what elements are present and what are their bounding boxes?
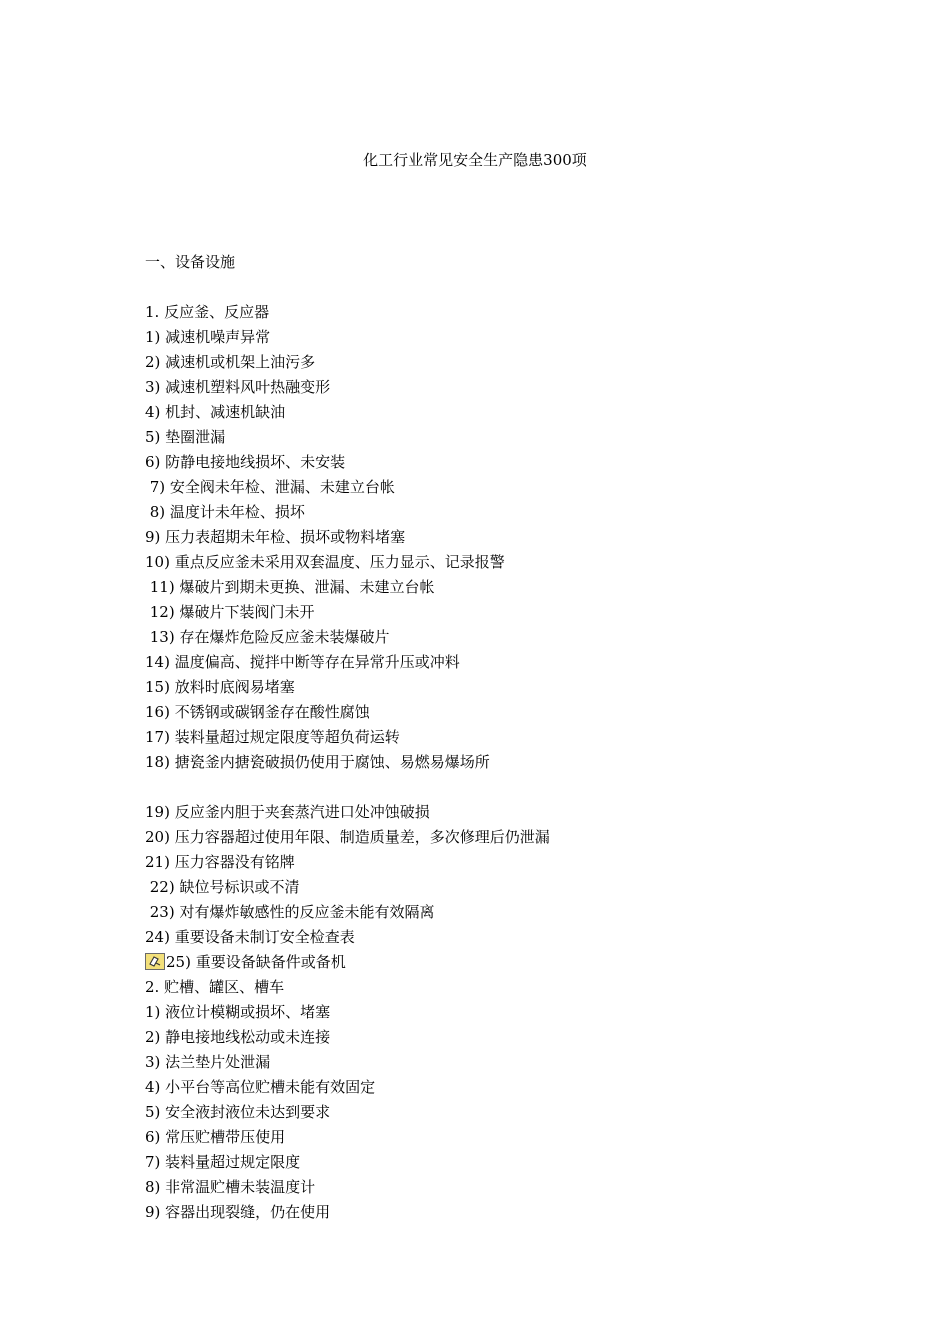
group-heading-tanks: 2. 贮槽、罐区、槽车 bbox=[145, 978, 285, 996]
list-item-text: 25) 重要设备缺备件或备机 bbox=[166, 953, 346, 971]
list-item: 4) 机封、减速机缺油 bbox=[145, 403, 286, 421]
list-item: 23) 对有爆炸敏感性的反应釜未能有效隔离 bbox=[145, 903, 435, 921]
group-heading-reactors: 1. 反应釜、反应器 bbox=[145, 303, 270, 321]
list-item: 1) 液位计模糊或损坏、堵塞 bbox=[145, 1003, 331, 1021]
list-item: 4) 小平台等高位贮槽未能有效固定 bbox=[145, 1078, 376, 1096]
list-item: 7) 装料量超过规定限度 bbox=[145, 1153, 301, 1171]
list-item: 2) 静电接地线松动或未连接 bbox=[145, 1028, 331, 1046]
list-item: 9) 压力表超期未年检、损坏或物料堵塞 bbox=[145, 528, 406, 546]
list-item: 22) 缺位号标识或不清 bbox=[145, 878, 300, 896]
list-item: 3) 法兰垫片处泄漏 bbox=[145, 1053, 271, 1071]
list-item: 19) 反应釜内胆于夹套蒸汽进口处冲蚀破损 bbox=[145, 803, 430, 821]
list-item: 12) 爆破片下装阀门未开 bbox=[145, 603, 315, 621]
list-item: 8) 非常温贮槽未装温度计 bbox=[145, 1178, 316, 1196]
list-item: 18) 搪瓷釜内搪瓷破损仍使用于腐蚀、易燃易爆场所 bbox=[145, 753, 490, 771]
list-item: 2) 减速机或机架上油污多 bbox=[145, 353, 316, 371]
list-item: 13) 存在爆炸危险反应釜未装爆破片 bbox=[145, 628, 390, 646]
list-item: 5) 安全液封液位未达到要求 bbox=[145, 1103, 331, 1121]
list-item: 11) 爆破片到期未更换、泄漏、未建立台帐 bbox=[145, 578, 435, 596]
list-item: 15) 放料时底阀易堵塞 bbox=[145, 678, 295, 696]
list-item: 16) 不锈钢或碳钢釜存在酸性腐蚀 bbox=[145, 703, 370, 721]
list-item: 20) 压力容器超过使用年限、制造质量差，多次修理后仍泄漏 bbox=[145, 828, 550, 846]
list-item: 6) 常压贮槽带压使用 bbox=[145, 1128, 286, 1146]
list-item: 7) 安全阀未年检、泄漏、未建立台帐 bbox=[145, 478, 395, 496]
document-body bbox=[145, 250, 865, 1225]
list-item-with-comment bbox=[145, 950, 865, 975]
list-item: 9) 容器出现裂缝，仍在使用 bbox=[145, 1203, 331, 1221]
list-item: 14) 温度偏高、搅拌中断等存在异常升压或冲料 bbox=[145, 653, 460, 671]
list-item: 21) 压力容器没有铭牌 bbox=[145, 853, 295, 871]
list-item: 5) 垫圈泄漏 bbox=[145, 428, 226, 446]
list-item: 6) 防静电接地线损坏、未安装 bbox=[145, 453, 346, 471]
list-item: 3) 减速机塑料风叶热融变形 bbox=[145, 378, 331, 396]
list-item: 24) 重要设备未制订安全检查表 bbox=[145, 928, 355, 946]
document-title: 化工行业常见安全生产隐患300项 bbox=[363, 151, 587, 169]
list-item: 17) 装料量超过规定限度等超负荷运转 bbox=[145, 728, 400, 746]
list-item: 8) 温度计未年检、损坏 bbox=[145, 503, 305, 521]
list-item: 10) 重点反应釜未采用双套温度、压力显示、记录报警 bbox=[145, 553, 505, 571]
list-item: 1) 减速机噪声异常 bbox=[145, 328, 271, 346]
section-heading: 一、设备设施 bbox=[145, 253, 236, 271]
comment-note-icon[interactable] bbox=[145, 953, 165, 970]
